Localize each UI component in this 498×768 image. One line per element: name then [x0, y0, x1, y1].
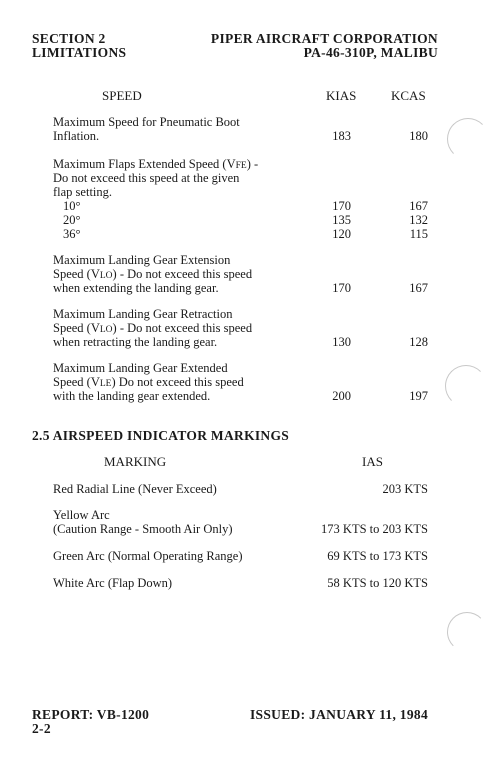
gear-retraction-kcas: 128 [409, 335, 428, 349]
markings-heading: 2.5 AIRSPEED INDICATOR MARKINGS [32, 428, 290, 443]
flaps-line1: Maximum Flaps Extended Speed (VFE) - [53, 157, 259, 171]
pneumatic-kias: 183 [332, 129, 351, 143]
section-title: LIMITATIONS [32, 45, 127, 60]
gear-extension-kcas: 167 [409, 281, 428, 295]
flaps-line2: Do not exceed this speed at the given [53, 171, 240, 185]
flap-setting-kcas: 132 [409, 213, 428, 227]
col-ias-header: IAS [362, 454, 383, 469]
gear-extension-line1: Maximum Landing Gear Extension [53, 253, 231, 267]
white-arc-ias: 58 KTS to 120 KTS [327, 576, 428, 590]
gear-extended-line1: Maximum Landing Gear Extended [53, 361, 228, 375]
col-kcas-header: KCAS [391, 88, 426, 103]
gear-extended-kias: 200 [332, 389, 351, 403]
flap-setting-kias: 170 [332, 199, 351, 213]
yellow-arc-caution: (Caution Range - Smooth Air Only) [53, 522, 233, 536]
gear-extended-kcas: 197 [409, 389, 428, 403]
section-number: SECTION 2 [32, 31, 106, 46]
binder-hole-mark [447, 118, 489, 160]
aircraft-model: PA-46-310P, MALIBU [303, 45, 438, 60]
report-number: REPORT: VB-1200 [32, 707, 150, 722]
white-arc-label: White Arc (Flap Down) [53, 576, 173, 590]
col-kias-header: KIAS [326, 88, 357, 103]
flap-setting-kcas: 167 [409, 199, 428, 213]
flap-setting-kias: 135 [332, 213, 351, 227]
green-arc-ias: 69 KTS to 173 KTS [327, 549, 428, 563]
yellow-arc-ias: 173 KTS to 203 KTS [321, 522, 428, 536]
issue-date: ISSUED: JANUARY 11, 1984 [250, 707, 428, 722]
gear-extension-kias: 170 [332, 281, 351, 295]
gear-extended-line3: with the landing gear extended. [53, 389, 211, 403]
flap-setting-label: 36° [63, 227, 81, 241]
flap-setting-label: 20° [63, 213, 81, 227]
gear-retraction-line1: Maximum Landing Gear Retraction [53, 307, 233, 321]
green-arc-label: Green Arc (Normal Operating Range) [53, 549, 243, 563]
binder-hole-mark [445, 365, 487, 407]
pneumatic-line2: Inflation. [53, 129, 100, 143]
gear-extended-line2: Speed (VLE) Do not exceed this speed [53, 375, 244, 389]
flap-setting-label: 10° [63, 199, 81, 213]
flap-setting-kias: 120 [332, 227, 351, 241]
col-speed-header: SPEED [102, 88, 142, 103]
company-name: PIPER AIRCRAFT CORPORATION [210, 31, 438, 46]
binder-hole-mark [447, 612, 487, 652]
flap-setting-kcas: 115 [409, 227, 428, 241]
pneumatic-line1: Maximum Speed for Pneumatic Boot [53, 115, 240, 129]
red-line-ias: 203 KTS [382, 482, 428, 496]
gear-retraction-line2: Speed (VLO) - Do not exceed this speed [53, 321, 253, 335]
flaps-line3: flap setting. [53, 185, 113, 199]
yellow-arc-label: Yellow Arc [53, 508, 110, 522]
gear-retraction-kias: 130 [332, 335, 351, 349]
gear-extension-line2: Speed (VLO) - Do not exceed this speed [53, 267, 253, 281]
page-number: 2-2 [32, 721, 51, 736]
red-line-label: Red Radial Line (Never Exceed) [53, 482, 217, 496]
pneumatic-kcas: 180 [409, 129, 428, 143]
gear-extension-line3: when extending the landing gear. [53, 281, 219, 295]
col-marking-header: MARKING [104, 454, 167, 469]
gear-retraction-line3: when retracting the landing gear. [53, 335, 218, 349]
